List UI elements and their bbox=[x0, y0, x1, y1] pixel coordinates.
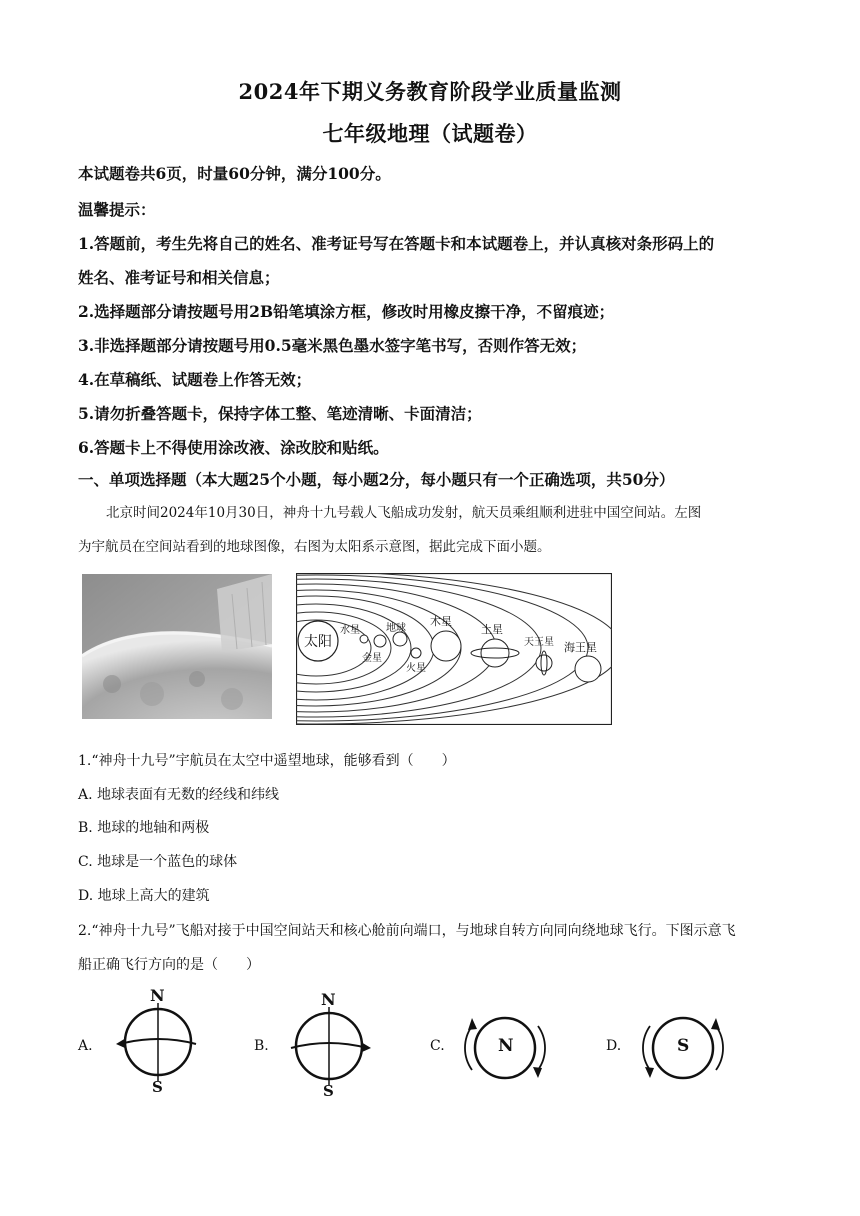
planet-label-uranus: 天王星 bbox=[524, 637, 554, 648]
question-1-stem: 1.“神舟十九号”宇航员在太空中遥望地球，能够看到（ ） bbox=[78, 753, 456, 769]
tip-line: 1.答题前，考生先将自己的姓名、准考证号写在答题卡和本试题卷上，并认真核对条形码上的 bbox=[78, 234, 715, 253]
question-1-option-b: B. 地球的地轴和两极 bbox=[78, 820, 210, 836]
question-2-option-d-label: D. bbox=[606, 1038, 622, 1054]
planet-label-neptune: 海王星 bbox=[564, 641, 597, 654]
tip-line: 3.非选择题部分请按题号用0.5毫米黑色墨水签字笔书写，否则作答无效； bbox=[78, 336, 587, 355]
tip-line: 5.请勿折叠答题卡，保持字体工整、笔迹清晰、卡面清洁； bbox=[78, 404, 482, 423]
question-1-option-d: D. 地球上高大的建筑 bbox=[78, 888, 210, 904]
planet-label-saturn: 土星 bbox=[481, 623, 503, 636]
south-label: S bbox=[323, 1082, 334, 1100]
passage-line: 为宇航员在空间站看到的地球图像，右图为太阳系示意图，据此完成下面小题。 bbox=[78, 539, 551, 555]
tips-heading: 温馨提示： bbox=[78, 200, 156, 219]
north-label: N bbox=[498, 1036, 514, 1056]
tip-line: 4.在草稿纸、试题卷上作答无效； bbox=[78, 370, 312, 389]
question-1-option-c: C. 地球是一个蓝色的球体 bbox=[78, 854, 238, 870]
question-2-option-b-label: B. bbox=[254, 1038, 269, 1054]
globe-figure-a bbox=[112, 986, 204, 1098]
planet-label-jupiter: 木星 bbox=[430, 615, 452, 628]
earth-photo bbox=[82, 574, 272, 719]
exam-title: 2024年下期义务教育阶段学业质量监测 bbox=[238, 79, 622, 104]
section-heading: 一、单项选择题（本大题25个小题，每小题2分，每小题只有一个正确选项，共50分） bbox=[78, 470, 675, 489]
tip-line: 2.选择题部分请按题号用2B铅笔填涂方框，修改时用橡皮擦干净，不留痕迹； bbox=[78, 302, 615, 321]
north-label: N bbox=[321, 990, 336, 1009]
tip-line: 6.答题卡上不得使用涂改液、涂改胶和贴纸。 bbox=[78, 438, 389, 457]
globe-figure-d bbox=[636, 1006, 730, 1092]
sun-label: 太阳 bbox=[304, 634, 332, 650]
question-2-option-a-label: A. bbox=[78, 1038, 93, 1054]
passage-line: 北京时间2024年10月30日，神舟十九号载人飞船成功发射，航天员乘组顺利进驻中国空间站。左图 bbox=[106, 505, 702, 521]
planet-label-venus: 金星 bbox=[362, 653, 382, 664]
planet-label-mars: 火星 bbox=[406, 663, 426, 674]
solar-system-diagram bbox=[296, 573, 612, 725]
question-2-stem: 2.“神舟十九号”飞船对接于中国空间站天和核心舱前向端口，与地球自转方向同向绕地球飞行。下图示意飞 bbox=[78, 923, 736, 939]
question-2-stem: 船正确飞行方向的是（ ） bbox=[78, 957, 260, 973]
exam-intro: 本试题卷共6页，时量60分钟，满分100分。 bbox=[78, 164, 391, 183]
question-1-option-a: A. 地球表面有无数的经线和纬线 bbox=[78, 787, 280, 803]
planet-label-mercury: 水星 bbox=[340, 625, 360, 636]
south-label: S bbox=[152, 1078, 163, 1096]
globe-figure-c bbox=[458, 1006, 552, 1092]
planet-label-earth: 地球 bbox=[386, 623, 406, 634]
south-label: S bbox=[677, 1036, 690, 1056]
question-2-option-c-label: C. bbox=[430, 1038, 445, 1054]
tip-line: 姓名、准考证号和相关信息； bbox=[78, 268, 280, 287]
globe-figure-b bbox=[283, 990, 375, 1102]
exam-subtitle: 七年级地理（试题卷） bbox=[322, 121, 538, 146]
north-label: N bbox=[150, 986, 165, 1005]
